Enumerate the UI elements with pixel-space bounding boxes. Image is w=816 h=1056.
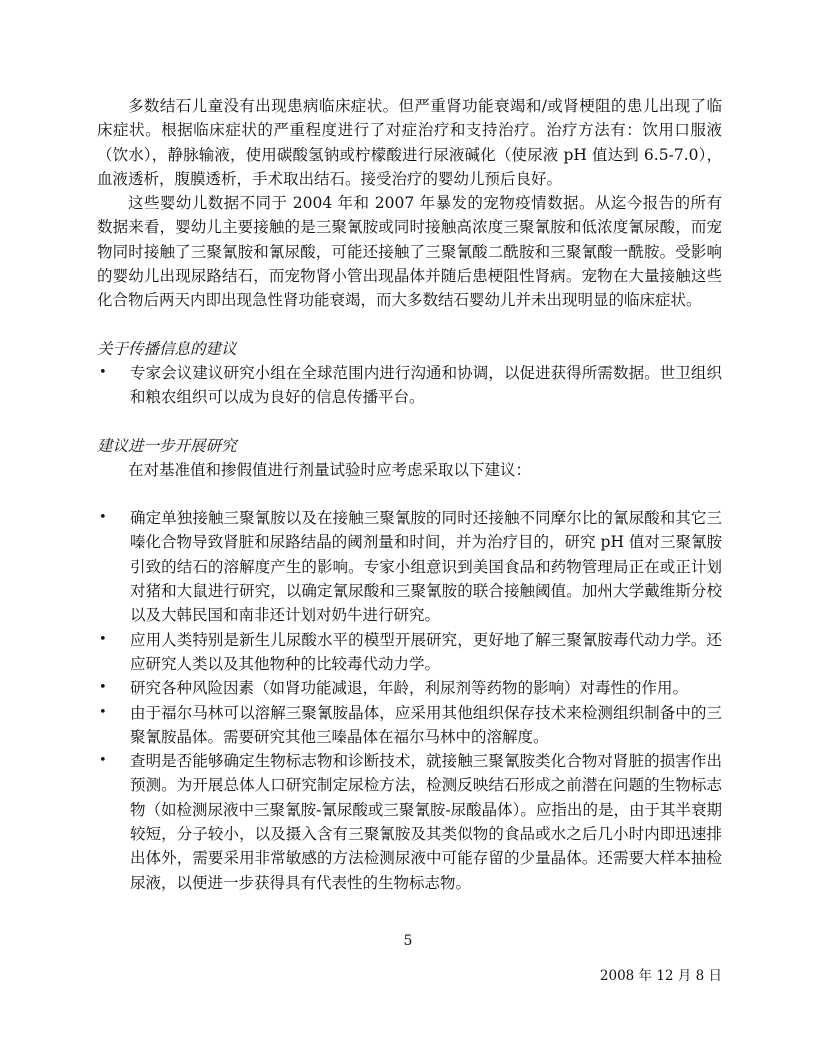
list-item [97, 701, 722, 750]
spacer [97, 313, 722, 337]
section-heading-research: 建议进一步开展研究 [97, 436, 237, 455]
bullet-icon: • [99, 631, 107, 647]
bullet-icon: • [99, 680, 107, 696]
list-item-text: 由于福尔马林可以溶解三聚氰胺晶体，应采用其他组织保存技术来检测组织制备中的三聚氰胺晶体。需要研究其他三嗪晶体在福尔马林中的溶解度。 [130, 703, 722, 746]
bullet-list-research [97, 506, 722, 895]
list-item [97, 361, 722, 410]
list-item [97, 676, 722, 700]
bullet-icon: • [99, 753, 107, 769]
bullet-icon: • [99, 704, 107, 720]
list-item-text: 确定单独接触三聚氰胺以及在接触三聚氰胺的同时还接触不同摩尔比的氰尿酸和其它三嗪化合物导致肾脏和尿路结晶的阈剂量和时间，并为治疗目的，研究 pH 值对三聚氰胺引致的结石的溶解度产生的影响。专家小组意识到美国食品和药物管理局正在或正计划对猪和大鼠进行研究，以确定氰尿酸和三聚氰胺的联合接触阈值。加州大学戴维斯分校以及大韩民国和南非还计划对奶牛进行研究。 [130, 509, 722, 625]
bullet-icon: • [99, 510, 107, 526]
list-item-text: 查明是否能够确定生物标志物和诊断技术，就接触三聚氰胺类化合物对肾脏的损害作出预测。为开展总体人口研究制定尿检方法，检测反映结石形成之前潜在问题的生物标志物（如检测尿液中三聚氰胺-氰尿酸或三聚氰胺-尿酸晶体）。应指出的是，由于其半衰期较短，分子较小，以及摄入含有三聚氰胺及其类似物的食品或水之后几小时内即迅速排出体外，需要采用非常敏感的方法检测尿液中可能存留的少量晶体。还需要大样本抽检尿液，以便进一步获得具有代表性的生物标志物。 [130, 752, 722, 892]
list-item-text: 专家会议建议研究小组在全球范围内进行沟通和协调，以促进获得所需数据。世卫组织和粮农组织可以成为良好的信息传播平台。 [130, 363, 722, 407]
page-number: 5 [403, 933, 413, 949]
footer-date: 2008 年 12 月 8 日 [599, 968, 722, 984]
list-item-text: 研究各种风险因素（如肾功能减退，年龄，利尿剂等药物的影响）对毒性的作用。 [130, 679, 689, 698]
list-item [97, 749, 722, 895]
section-heading-communication: 关于传播信息的建议 [97, 339, 237, 358]
list-item-text: 应用人类特别是新生儿尿酸水平的模型开展研究，更好地了解三聚氰胺毒代动力学。还应研究人类以及其他物种的比较毒代动力学。 [130, 630, 722, 673]
bullet-list-communication [97, 361, 722, 410]
list-item [97, 628, 722, 677]
list-item [97, 506, 722, 627]
paragraph: 多数结石儿童没有出现患病临床症状。但严重肾功能衰竭和/或肾梗阻的患儿出现了临床症状。根据临床症状的严重程度进行了对症治疗和支持治疗。治疗方法有：饮用口服液（饮水），静脉输液，使用碳酸氢钠或柠檬酸进行尿液碱化（使尿液 pH 值达到 6.5-7.0），血液透析，腹膜透析，手术取出结石。接受治疗的婴幼儿预后良好。 [97, 97, 722, 188]
paragraph: 这些婴幼儿数据不同于 2004 年和 2007 年暴发的宠物疫情数据。从迄今报告的所有数据来看，婴幼儿主要接触的是三聚氰胺或同时接触高浓度三聚氰胺和低浓度氰尿酸，而宠物同时接触了三聚氰胺和氰尿酸，可能还接触了三聚氰酸二酰胺和三聚氰酸一酰胺。受影响的婴幼儿出现尿路结石，而宠物肾小管出现晶体并随后患梗阻性肾病。宠物在大量接触这些化合物后两天内即出现急性肾功能衰竭，而大多数结石婴幼儿并未出现明显的临床症状。 [97, 194, 722, 310]
spacer [97, 410, 722, 434]
bullet-icon: • [99, 364, 107, 380]
section-intro: 在对基准值和掺假值进行剂量试验时应考虑采取以下建议： [128, 460, 532, 479]
spacer [97, 482, 722, 506]
body-text [97, 94, 722, 895]
